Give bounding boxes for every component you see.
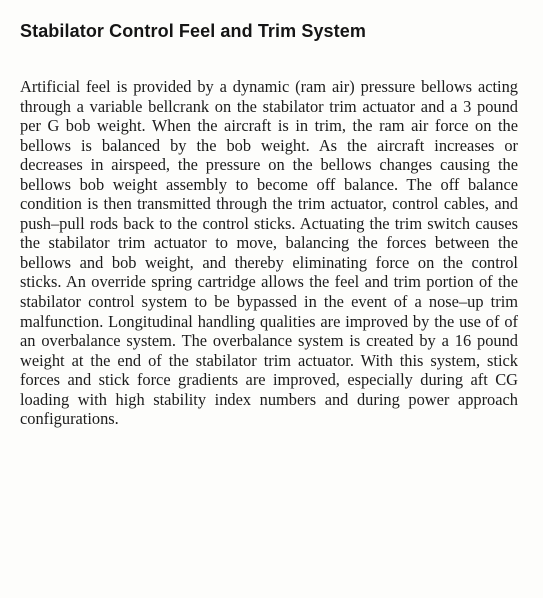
body-paragraph: Artificial feel is provided by a dynamic (ram air) pressure bellows acting through a variable bellcrank on the stabilator trim actuator and a 3 pound per G bob weight. When the aircraft is in trim, the ram air force on the bellows is balanced by the bob weight. As the aircraft increases or decreases in airspeed, the pressure on the bellows changes causing the bellows bob weight assembly to become off balance. The off balance condition is then transmitted through the trim actuator, control cables, and push–pull rods back to the control sticks. Actuating the trim switch causes the stabilator trim actuator to move, balancing the forces between the bellows and bob weight, and thereby eliminating force on the control sticks. An override spring cartridge allows the feel and trim portion of the stabilator control system to be bypassed in the event of a nose–up trim malfunction. Longitudinal handling qualities are improved by the use of of an overbalance system. The overbalance system is created by a 16 pound weight at the end of the stabilator trim actuator. With this system, stick forces and stick force gradients are improved, especially during aft CG loading with high stability index numbers and during power approach configurations.: [20, 77, 518, 429]
section-title: Stabilator Control Feel and Trim System: [20, 21, 366, 41]
